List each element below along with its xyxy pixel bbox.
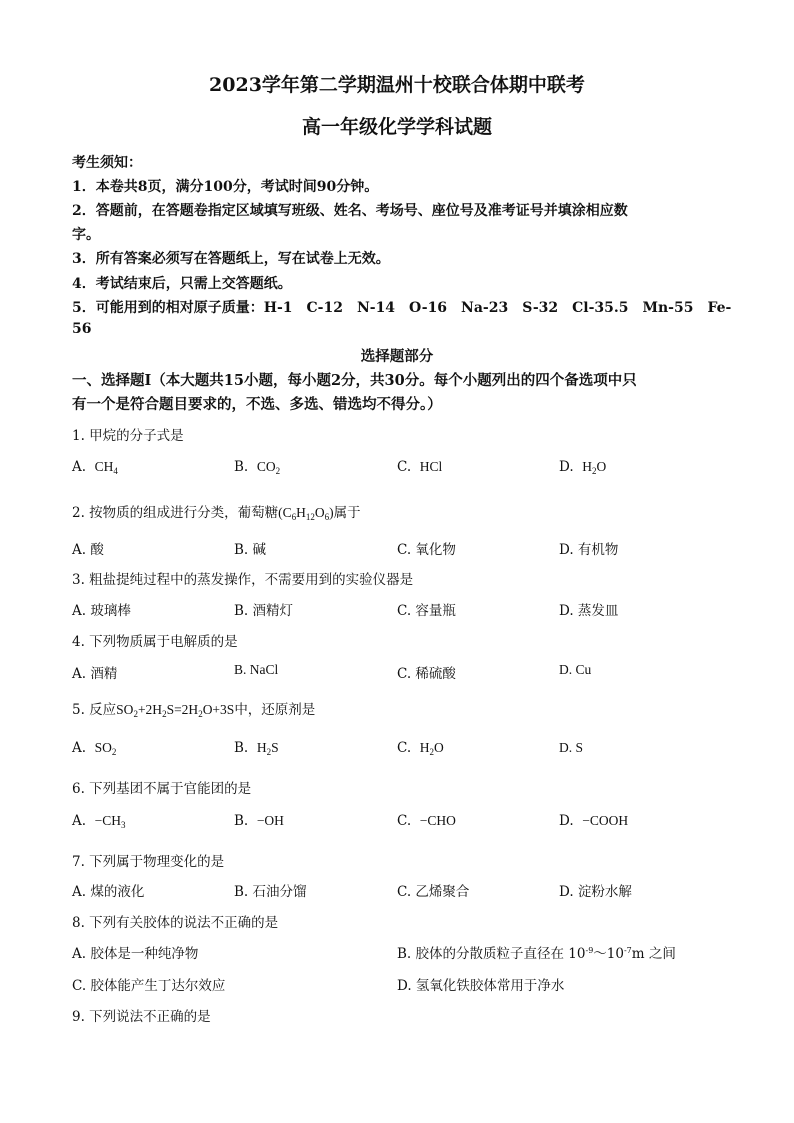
question-9-stem: 9. 下列说法不正确的是 — [72, 1009, 211, 1025]
exam-subtitle: 高一年级化学学科试题 — [301, 116, 492, 138]
q3-option-c: C. 容量瓶 — [397, 603, 456, 619]
q5-equation — [116, 702, 234, 717]
q5-e1: SO — [116, 702, 134, 717]
q5-c-text1: H — [419, 740, 430, 755]
q5-s3: 2 — [198, 709, 203, 719]
q2-s1: 6 — [291, 512, 297, 522]
q5-option-a-label: A. — [72, 740, 87, 756]
q5-e3: S=2H — [166, 702, 199, 717]
q5-a-sub: 2 — [111, 747, 117, 757]
question-3-stem: 3. 粗盐提纯过程中的蒸发操作，不需要用到的实验仪器是 — [72, 572, 414, 588]
q6-option-c-label: C. — [397, 813, 412, 829]
q6-option-d-label: D. — [559, 813, 574, 829]
q6-option-d — [559, 813, 628, 829]
q1-option-c — [397, 459, 442, 475]
question-4-stem: 4. 下列物质属于电解质的是 — [72, 634, 238, 650]
q8-b-sup1: -9 — [585, 946, 594, 955]
q1-option-a — [72, 459, 118, 476]
part-title: 选择题部分 — [360, 348, 434, 365]
q2-s3: 6 — [324, 512, 330, 522]
section-heading-b: 有一个是符合题目要求的，不选、多选、错选均不得分。） — [72, 396, 442, 413]
q2-f4: ) — [329, 505, 334, 520]
q6-a-sub: 3 — [121, 820, 126, 830]
q5-option-a — [72, 740, 116, 757]
q6-option-b-label: B. — [234, 813, 249, 829]
question-7-stem: 7. 下列属于物理变化的是 — [72, 854, 225, 870]
q8-option-c: C. 胶体能产生丁达尔效应 — [72, 978, 226, 994]
q5-option-c — [397, 740, 444, 757]
q1-option-b — [234, 459, 280, 476]
notice-item-1: 1．本卷共8页，满分100分，考试时间90分钟。 — [72, 179, 379, 195]
q6-a-text: −CH — [94, 813, 122, 828]
q1-a-text: CH — [94, 459, 114, 474]
q1-option-d-label: D. — [559, 459, 574, 475]
q1-d-text2: O — [596, 459, 607, 474]
q6-option-c — [397, 813, 456, 829]
q5-option-b-label: B. — [234, 740, 249, 756]
q5-e4: O+3S — [202, 702, 235, 717]
q6-option-b — [234, 813, 284, 829]
q4-option-d: D. Cu — [559, 662, 592, 677]
q8-b-sup2: -7 — [623, 946, 632, 955]
q8-option-d: D. 氢氧化铁胶体常用于净水 — [397, 978, 565, 994]
q4-option-b: B. NaCl — [234, 662, 279, 677]
q5-s1: 2 — [133, 709, 138, 719]
q2-f3: O — [314, 505, 325, 520]
q1-a-sub: 4 — [113, 466, 118, 476]
q5-option-a-formula — [95, 740, 117, 755]
q3-option-d: D. 蒸发皿 — [559, 603, 619, 619]
q2-f2: H — [296, 505, 306, 520]
question-1-stem: 1. 甲烷的分子式是 — [72, 428, 184, 444]
exam-title: 2023学年第二学期温州十校联合体期中联考 — [209, 74, 585, 96]
notice-item-5b: 56 — [72, 321, 92, 337]
notice-item-2a: 2．答题前，在答题卷指定区域填写班级、姓名、考场号、座位号及准考证号并填涂相应数 — [72, 203, 628, 219]
notice-item-3: 3．所有答案必须写在答题纸上，写在试卷上无效。 — [72, 251, 390, 267]
q1-option-d — [559, 459, 606, 476]
q1-option-b-label: B. — [234, 459, 249, 475]
q7-option-d: D. 淀粉水解 — [559, 884, 632, 900]
q4-option-a: A. 酒精 — [72, 666, 118, 682]
q6-option-c-formula: −CHO — [419, 813, 456, 828]
q8-option-a: A. 胶体是一种纯净物 — [72, 946, 199, 962]
question-5-stem — [72, 698, 315, 719]
q8-b-part1: B. 胶体的分散质粒子直径在 10 — [397, 946, 586, 962]
q5-c-text2: O — [433, 740, 444, 755]
notice-item-4: 4．考试结束后，只需上交答题纸。 — [72, 276, 292, 292]
q1-option-a-formula — [95, 459, 118, 474]
question-6-stem: 6. 下列基团不属于官能团的是 — [72, 781, 252, 797]
notice-heading: 考生须知： — [72, 155, 142, 171]
q6-option-b-formula: −OH — [256, 813, 284, 828]
q4-option-c: C. 稀硫酸 — [397, 666, 456, 682]
q6-option-a — [72, 813, 126, 830]
q8-b-part2: ～10 — [593, 946, 624, 962]
q5-a-text: SO — [94, 740, 112, 755]
q2-option-d: D. 有机物 — [559, 542, 619, 558]
q5-b-text1: H — [256, 740, 267, 755]
q2-glucose-formula — [278, 505, 334, 520]
notice-item-2b: 字。 — [72, 227, 100, 243]
q5-option-d: D. S — [559, 740, 584, 755]
q5-option-c-label: C. — [397, 740, 412, 756]
q5-b-text2: S — [271, 740, 279, 755]
q3-option-b: B. 酒精灯 — [234, 603, 294, 619]
q2-option-a: A. 酸 — [72, 542, 104, 558]
q1-b-sub: 2 — [275, 466, 281, 476]
q5-b-sub: 2 — [266, 747, 272, 757]
notice-item-5a: 5．可能用到的相对原子质量：H-1 C-12 N-14 O-16 Na-23 S-32 Cl-35.5 Mn-55 Fe- — [72, 300, 732, 316]
q2-s2: 12 — [305, 512, 315, 522]
q2-stem-part1: 2. 按物质的组成进行分类，葡萄糖 — [72, 505, 279, 521]
q1-option-b-formula — [257, 459, 280, 474]
q6-option-d-formula: −COOH — [582, 813, 629, 828]
q2-f1: (C — [278, 505, 292, 520]
q2-stem-part2: 属于 — [333, 505, 361, 521]
q2-option-b: B. 碱 — [234, 542, 267, 558]
q1-b-text: CO — [256, 459, 276, 474]
q5-option-c-formula — [420, 740, 444, 755]
q3-option-a: A. 玻璃棒 — [72, 603, 131, 619]
q7-option-c: C. 乙烯聚合 — [397, 884, 470, 900]
q1-option-c-formula: HCl — [419, 459, 443, 474]
q7-option-a: A. 煤的液化 — [72, 884, 145, 900]
q5-stem-part1: 5. 反应 — [72, 702, 117, 718]
question-8-stem: 8. 下列有关胶体的说法不正确的是 — [72, 915, 279, 931]
section-heading-a: 一、选择题Ⅰ（本大题共15小题，每小题2分，共30分。每个小题列出的四个备选项中只 — [72, 372, 637, 389]
q1-d-sub: 2 — [591, 466, 597, 476]
q1-d-text1: H — [582, 459, 592, 474]
q5-e2: +2H — [137, 702, 163, 717]
q5-option-b — [234, 740, 279, 757]
q5-option-b-formula — [257, 740, 279, 755]
q1-option-d-formula — [582, 459, 606, 474]
q8-b-part3: m 之间 — [631, 946, 676, 962]
q2-option-c: C. 氧化物 — [397, 542, 456, 558]
question-2-stem — [72, 501, 361, 522]
q5-c-sub: 2 — [429, 747, 434, 757]
q6-option-a-formula — [95, 813, 126, 828]
q6-option-a-label: A. — [72, 813, 87, 829]
q8-option-b — [397, 942, 676, 962]
q5-stem-part2: 中，还原剂是 — [234, 702, 316, 718]
q1-option-a-label: A. — [72, 459, 87, 475]
q1-option-c-label: C. — [397, 459, 412, 475]
q7-option-b: B. 石油分馏 — [234, 884, 307, 900]
q5-s2: 2 — [162, 709, 167, 719]
